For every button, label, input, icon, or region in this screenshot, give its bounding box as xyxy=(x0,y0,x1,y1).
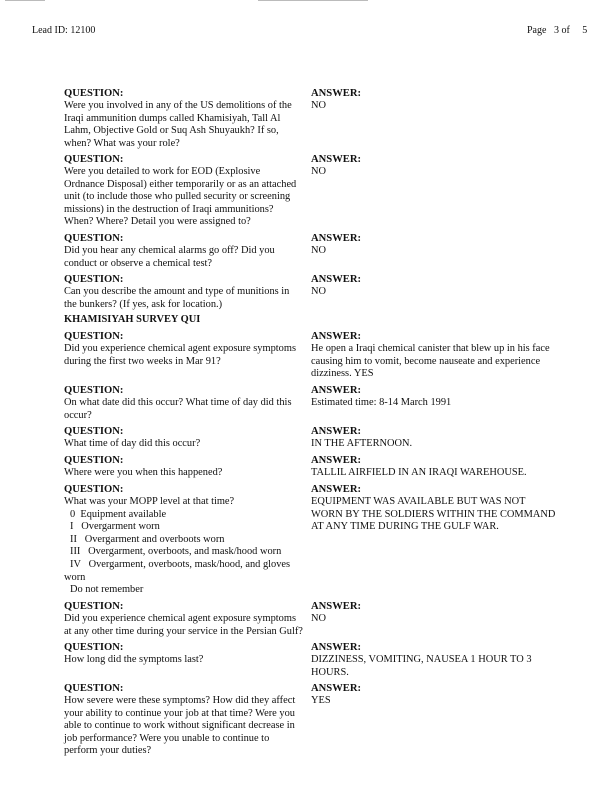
question-label: QUESTION: xyxy=(64,455,124,466)
answer-label: ANSWER: xyxy=(311,455,362,466)
question-block xyxy=(64,330,304,368)
answer-text: NO xyxy=(311,613,327,624)
question-text: On what date did this occur? What time of day did this occur? xyxy=(64,397,292,421)
answer-text: NO xyxy=(311,166,327,177)
question-block xyxy=(64,682,304,758)
question-block xyxy=(64,384,304,422)
answer-label: ANSWER: xyxy=(311,331,362,342)
answer-label: ANSWER: xyxy=(311,385,362,396)
answer-text: Estimated time: 8-14 March 1991 xyxy=(311,397,452,408)
question-text: How long did the symptoms last? xyxy=(64,654,204,665)
answer-text: TALLIL AIRFIELD IN AN IRAQI WAREHOUSE. xyxy=(311,467,527,478)
question-label: QUESTION: xyxy=(64,331,124,342)
mopp-option: 0 Equipment available xyxy=(70,508,167,520)
scan-edge-line xyxy=(5,0,45,1)
question-text: Were you involved in any of the US demolitions of the Iraqi ammunition dumps called Khamisiyah, Tall Al Lahm, Objective Gold or Suq Ash Shuyaukh? If so, when? What was your role? xyxy=(64,100,292,149)
answer-block xyxy=(311,600,581,626)
question-text: Were you detailed to work for EOD (Explosive Ordnance Disposal) either temporarily or as an attached unit (to include those who pulled security or screening missions) in the destruction of Iraqi ammunitions? When? Where? Detail you were assigned to? xyxy=(64,166,297,228)
answer-text: YES xyxy=(311,695,331,706)
section-title: KHAMISIYAH SURVEY QUI xyxy=(64,314,201,325)
question-label: QUESTION: xyxy=(64,233,124,244)
mopp-option-wrap: worn xyxy=(64,571,86,583)
question-label: QUESTION: xyxy=(64,88,124,99)
lead-id: Lead ID: 12100 xyxy=(32,25,96,36)
question-block xyxy=(64,454,304,480)
question-text: Where were you when this happened? xyxy=(64,467,223,478)
question-text: Did you experience chemical agent exposure symptoms at any other time during your service in the Persian Gulf? xyxy=(64,613,303,637)
answer-text: EQUIPMENT WAS AVAILABLE BUT WAS NOT WORN BY THE SOLDIERS WITHIN THE COMMAND AT ANY TIME DURING THE GULF WAR. xyxy=(311,496,556,533)
question-block xyxy=(64,153,304,229)
answer-text: IN THE AFTERNOON. xyxy=(311,438,413,449)
question-block xyxy=(64,641,304,667)
mopp-option: II Overgarment and overboots worn xyxy=(70,533,225,545)
answer-block xyxy=(311,425,581,451)
answer-block xyxy=(311,87,581,113)
question-block xyxy=(64,273,304,311)
question-text: What time of day did this occur? xyxy=(64,438,201,449)
question-label: QUESTION: xyxy=(64,426,124,437)
mopp-option: Do not remember xyxy=(70,584,144,596)
mopp-option: IV Overgarment, overboots, mask/hood, and gloves xyxy=(70,558,291,570)
question-text: Did you experience chemical agent exposure symptoms during the first two weeks in Mar 91? xyxy=(64,343,296,367)
answer-block xyxy=(311,273,581,299)
question-label: QUESTION: xyxy=(64,154,124,165)
question-label: QUESTION: xyxy=(64,601,124,612)
answer-label: ANSWER: xyxy=(311,154,362,165)
answer-text: NO xyxy=(311,100,327,111)
question-block xyxy=(64,483,304,597)
answer-block xyxy=(311,153,581,179)
scan-edge-line xyxy=(258,0,368,1)
answer-text: NO xyxy=(311,286,327,297)
answer-label: ANSWER: xyxy=(311,683,362,694)
question-block xyxy=(64,87,304,150)
question-label: QUESTION: xyxy=(64,484,124,495)
answer-block xyxy=(311,454,581,480)
question-label: QUESTION: xyxy=(64,385,124,396)
answer-label: ANSWER: xyxy=(311,88,362,99)
question-text: Did you hear any chemical alarms go off? Did you conduct or observe a chemical test? xyxy=(64,245,275,269)
page-number: Page 3 of 5 xyxy=(527,25,588,36)
answer-block xyxy=(311,682,581,708)
mopp-option: III Overgarment, overboots, and mask/hood worn xyxy=(70,546,282,558)
question-block xyxy=(64,232,304,270)
answer-block xyxy=(311,384,581,410)
answer-label: ANSWER: xyxy=(311,601,362,612)
question-label: QUESTION: xyxy=(64,642,124,653)
answer-text: NO xyxy=(311,245,327,256)
answer-block xyxy=(311,483,581,534)
question-block xyxy=(64,425,304,451)
answer-label: ANSWER: xyxy=(311,233,362,244)
answer-label: ANSWER: xyxy=(311,426,362,437)
answer-label: ANSWER: xyxy=(311,642,362,653)
answer-label: ANSWER: xyxy=(311,484,362,495)
question-label: QUESTION: xyxy=(64,274,124,285)
question-block xyxy=(64,600,304,638)
question-text: How severe were these symptoms? How did they affect your ability to continue your job at that time? Were you able to continue to work without significant decrease in job performance? Were you unable to continue to perform your duties? xyxy=(64,695,296,757)
question-label: QUESTION: xyxy=(64,683,124,694)
answer-block xyxy=(311,330,581,381)
answer-block xyxy=(311,232,581,258)
question-text: Can you describe the amount and type of munitions in the bunkers? (If yes, ask for location.) xyxy=(64,286,290,310)
answer-text: He open a Iraqi chemical canister that blew up in his face causing him to vomit, become nauseate and experience dizziness. YES xyxy=(311,343,550,380)
question-text: What was your MOPP level at that time? xyxy=(64,496,235,507)
answer-label: ANSWER: xyxy=(311,274,362,285)
mopp-option: I Overgarment worn xyxy=(70,521,160,533)
answer-block xyxy=(311,641,581,679)
answer-text: DIZZINESS, VOMITING, NAUSEA 1 HOUR TO 3 HOURS. xyxy=(311,654,532,678)
